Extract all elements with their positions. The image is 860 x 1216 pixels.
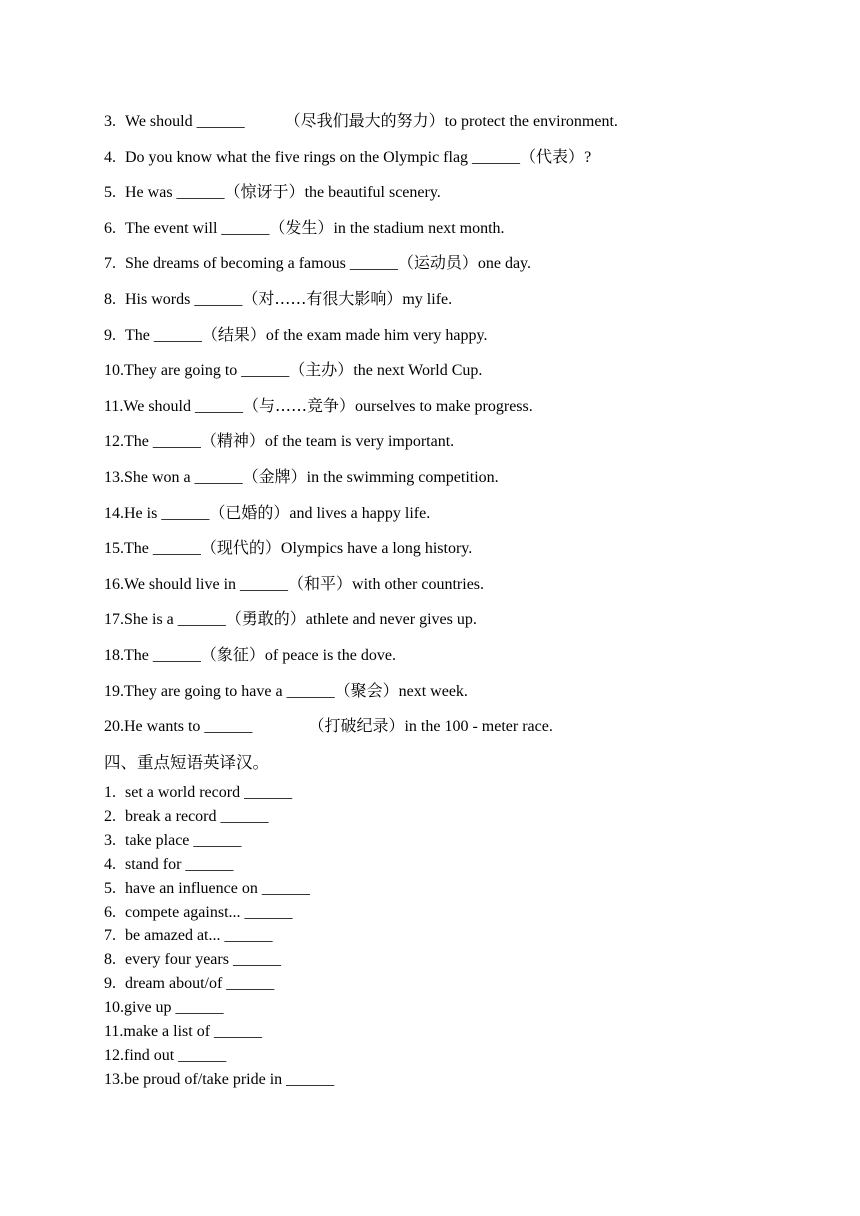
sentence-end: one day. (477, 255, 532, 273)
sentence-end: in the swimming competition. (306, 469, 499, 486)
chinese-hint: （已婚的） (209, 502, 290, 522)
sentence-end: ourselves to make progress. (355, 397, 533, 415)
fill-blank-item (104, 147, 591, 168)
fill-blank-item (104, 360, 482, 381)
fill-blank-item (104, 716, 553, 737)
item-number: 11. (104, 1023, 124, 1040)
item-number: 1. (104, 784, 116, 801)
fill-blank-item (104, 503, 430, 524)
sentence-start: The ______ (125, 326, 202, 344)
chinese-hint: （聚会） (334, 680, 399, 700)
item-number: 17. (104, 611, 124, 629)
phrase-item (104, 950, 281, 970)
fill-blank-item (104, 182, 441, 203)
item-number: 7. (104, 927, 116, 945)
item-number: 16. (104, 575, 124, 593)
item-number: 14. (104, 504, 124, 522)
phrase-text: give up ______ (124, 999, 224, 1017)
phrase-item (104, 1046, 226, 1066)
phrase-item (104, 926, 273, 946)
chinese-hint: （金牌） (242, 467, 307, 486)
sentence-start: The ______ (124, 647, 201, 664)
chinese-hint: （代表） (520, 146, 585, 166)
sentence-start: He was ______ (125, 184, 225, 202)
phrase-text: every four years ______ (125, 951, 281, 969)
item-number: 13. (104, 469, 124, 486)
sentence-end: to protect the environment. (444, 113, 618, 130)
phrase-item (104, 807, 269, 827)
sentence-end: of the team is very important. (264, 433, 455, 451)
chinese-hint: （象征） (200, 645, 265, 664)
phrase-text: find out ______ (124, 1046, 227, 1064)
phrase-text: stand for ______ (125, 855, 234, 873)
chinese-hint: （发生） (269, 217, 334, 237)
item-number: 10. (104, 362, 124, 380)
sentence-start: His words ______ (125, 291, 243, 308)
sentence-start: She is a ______ (124, 611, 226, 629)
item-number: 18. (104, 647, 124, 664)
fill-blank-item (104, 253, 531, 274)
item-number: 11. (104, 397, 124, 415)
phrase-item (104, 998, 224, 1018)
fill-blank-item (104, 574, 484, 595)
sentence-end: the beautiful scenery. (304, 184, 441, 202)
fill-blank-item (104, 396, 533, 417)
fill-blank-item (104, 538, 472, 559)
phrase-item (104, 1022, 262, 1042)
item-number: 12. (104, 433, 124, 451)
phrase-item (104, 831, 241, 851)
answer-gap (245, 113, 285, 130)
phrase-item (104, 903, 293, 923)
chinese-hint: （与……竞争） (243, 395, 356, 415)
fill-blank-item (104, 431, 454, 452)
fill-blank-item (104, 681, 468, 702)
sentence-end: of peace is the dove. (264, 647, 396, 664)
chinese-hint: （打破纪录） (308, 716, 405, 736)
phrase-item (104, 783, 292, 803)
sentence-end: ? (584, 148, 592, 166)
item-number: 13. (104, 1070, 124, 1088)
item-number: 4. (104, 855, 116, 873)
item-number: 19. (104, 682, 124, 700)
item-number: 12. (104, 1046, 124, 1064)
item-number: 9. (104, 975, 116, 993)
chinese-hint: （结果） (201, 324, 266, 344)
sentence-start: We should live in ______ (124, 575, 289, 593)
fill-blank-item (104, 609, 477, 630)
phrase-text: make a list of ______ (123, 1023, 263, 1040)
fill-blank-item (104, 467, 499, 488)
phrase-item (104, 879, 310, 899)
fill-blank-item (104, 325, 487, 346)
chinese-hint: （惊讶于） (224, 182, 305, 202)
sentence-start: The ______ (124, 433, 201, 451)
fill-blank-item (104, 218, 505, 239)
fill-blank-item (104, 289, 452, 310)
sentence-start: They are going to have a ______ (124, 682, 335, 700)
fill-blank-item (104, 645, 396, 666)
item-number: 3. (104, 831, 116, 849)
item-number: 6. (104, 219, 116, 237)
item-number: 15. (104, 540, 124, 558)
item-number: 8. (104, 951, 116, 969)
sentence-start: The ______ (124, 540, 201, 558)
fill-blank-item (104, 111, 618, 132)
phrase-text: set a world record ______ (125, 784, 293, 801)
item-number: 5. (104, 879, 116, 897)
item-number: 6. (104, 903, 116, 921)
phrase-text: dream about/of ______ (125, 975, 275, 993)
chinese-hint: （主办） (289, 360, 354, 380)
item-number: 8. (104, 291, 116, 308)
sentence-start: We should ______ (123, 397, 243, 415)
item-number: 5. (104, 184, 116, 202)
sentence-end: Olympics have a long history. (280, 540, 473, 558)
sentence-end: next week. (398, 682, 468, 700)
sentence-start: They are going to ______ (124, 362, 290, 380)
chinese-hint: （和平） (288, 573, 353, 593)
sentence-start: She won a ______ (124, 469, 243, 486)
phrase-text: have an influence on ______ (125, 879, 310, 897)
item-number: 10. (104, 999, 124, 1017)
phrase-text: break a record ______ (125, 807, 269, 825)
chinese-hint: （精神） (200, 431, 265, 451)
answer-gap (252, 718, 308, 735)
sentence-end: in the 100 - meter race. (404, 718, 553, 736)
chinese-hint: （对……有很大影响） (242, 289, 403, 308)
sentence-end: the next World Cup. (353, 362, 483, 380)
item-number: 20. (104, 718, 124, 736)
phrase-item (104, 974, 274, 994)
section-heading: 四、重点短语英译汉。 (104, 753, 269, 772)
sentence-start: He is ______ (124, 504, 210, 522)
sentence-start: The event will ______ (125, 219, 270, 237)
phrase-text: compete against... ______ (125, 903, 293, 921)
sentence-start: We should ______ (125, 113, 245, 130)
sentence-end: athlete and never gives up. (305, 611, 477, 629)
sentence-start: Do you know what the five rings on the Olympic flag ______ (125, 148, 521, 166)
item-number: 9. (104, 326, 116, 344)
phrase-text: be amazed at... ______ (125, 927, 273, 945)
sentence-end: of the exam made him very happy. (265, 326, 488, 344)
chinese-hint: （运动员） (397, 253, 478, 273)
item-number: 2. (104, 807, 116, 825)
phrase-text: be proud of/take pride in ______ (124, 1070, 335, 1088)
chinese-hint: （现代的） (200, 538, 281, 558)
sentence-start: He wants to ______ (124, 718, 253, 736)
sentence-end: my life. (402, 291, 453, 308)
sentence-end: in the stadium next month. (333, 219, 505, 237)
chinese-hint: （尽我们最大的努力） (284, 111, 445, 130)
sentence-end: and lives a happy life. (289, 504, 431, 522)
item-number: 4. (104, 148, 116, 166)
item-number: 3. (104, 113, 116, 130)
phrase-item (104, 1070, 334, 1090)
item-number: 7. (104, 255, 116, 273)
sentence-start: She dreams of becoming a famous ______ (125, 255, 398, 273)
chinese-hint: （勇敢的） (225, 609, 306, 629)
phrase-item (104, 855, 233, 875)
sentence-end: with other countries. (352, 575, 485, 593)
phrase-text: take place ______ (125, 831, 242, 849)
